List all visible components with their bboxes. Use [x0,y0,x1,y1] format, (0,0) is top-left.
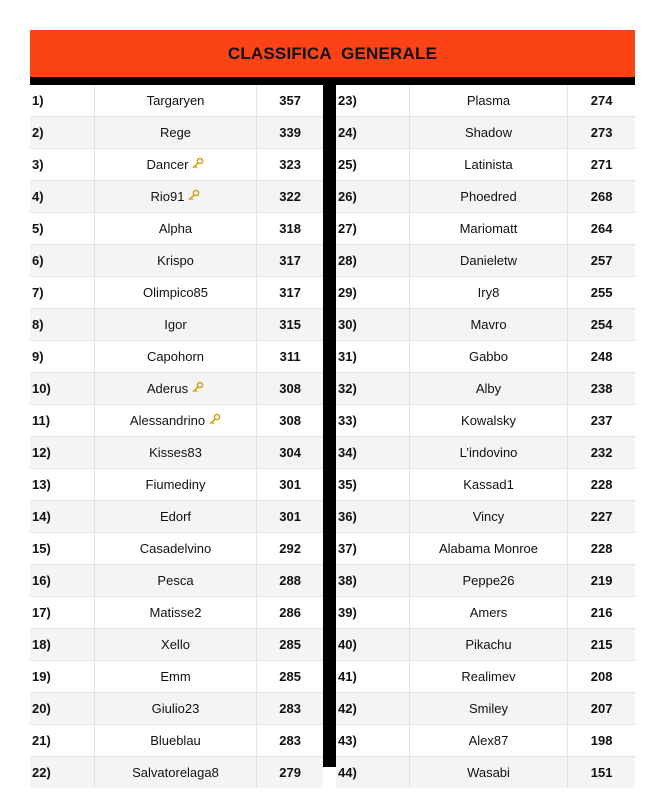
score-cell: 283 [279,701,301,716]
standings-column-right [336,85,635,788]
table-row [30,756,323,788]
table-row [30,276,323,308]
player-name: Alex87 [468,733,509,748]
score-cell: 357 [279,93,301,108]
score-cell: 323 [279,157,301,172]
rank-cell: 11) [30,405,95,436]
table-row [336,180,635,212]
score-cell: 215 [590,637,613,652]
player-name-cell [410,469,568,500]
rank-cell: 36) [336,501,410,532]
player-name: Capohorn [146,349,205,364]
player-name: Iry8 [477,285,500,300]
rank-cell: 27) [336,213,410,244]
score-cell: 301 [279,477,301,492]
table-row [336,340,635,372]
rank-cell: 14) [30,501,95,532]
player-name-cell [410,245,568,276]
score-cell: 198 [590,733,613,748]
rank-cell: 44) [336,757,410,788]
player-name: Wasabi [467,765,510,780]
player-name: Igor [164,317,187,332]
rank-cell: 1) [30,85,95,116]
table-row [336,628,635,660]
player-name-cell [95,341,257,372]
key-icon [209,413,221,428]
player-name-cell [95,149,257,180]
standings-table [30,85,635,780]
score-cell: 237 [590,413,613,428]
key-icon [188,189,200,204]
table-row [336,724,635,756]
table-row [336,500,635,532]
rank-cell: 10) [30,373,95,404]
rank-cell: 2) [30,117,95,148]
player-name: Casadelvino [139,541,212,556]
title-underline [30,77,635,85]
rank-cell: 8) [30,309,95,340]
table-row [336,244,635,276]
rank-cell: 19) [30,661,95,692]
player-name: Alessandrino [129,413,206,428]
player-name: Pesca [157,573,194,588]
rank-cell: 43) [336,725,410,756]
player-name-cell [95,85,257,116]
table-row [30,85,323,116]
rank-cell: 31) [336,341,410,372]
table-row [336,660,635,692]
score-cell: 208 [590,669,613,684]
table-row [336,372,635,404]
rank-cell: 34) [336,437,410,468]
rank-cell: 42) [336,693,410,724]
player-name-cell [95,757,257,788]
player-name-cell [410,725,568,756]
score-cell: 315 [279,317,301,332]
player-name: Alpha [158,221,193,236]
rank-cell: 22) [30,757,95,788]
rank-cell: 30) [336,309,410,340]
rank-cell: 20) [30,693,95,724]
score-cell: 271 [590,157,613,172]
player-name: Phoedred [460,189,517,204]
rank-cell: 5) [30,213,95,244]
score-cell: 318 [279,221,301,236]
player-name-cell [410,85,568,116]
player-name: Emm [160,669,191,684]
rank-cell: 32) [336,373,410,404]
table-row [30,468,323,500]
player-name: Alby [475,381,502,396]
player-name: Plasma [466,93,511,108]
rank-cell: 29) [336,277,410,308]
table-row [30,692,323,724]
player-name: Dancer [146,157,189,172]
key-icon [192,157,204,172]
player-name-cell [410,597,568,628]
standings-column-left [30,85,323,788]
table-row [336,756,635,788]
table-row [336,596,635,628]
score-cell: 228 [590,477,613,492]
player-name: Kisses83 [149,445,202,460]
table-row [30,212,323,244]
rank-cell: 13) [30,469,95,500]
table-row [30,148,323,180]
player-name-cell [95,565,257,596]
player-name: Shadow [465,125,512,140]
rank-cell: 28) [336,245,410,276]
player-name: Gabbo [468,349,509,364]
player-name-cell [95,277,257,308]
table-row [30,116,323,148]
player-name-cell [410,309,568,340]
player-name: Danieletw [459,253,518,268]
player-name-cell [410,565,568,596]
player-name-cell [410,629,568,660]
table-row [30,372,323,404]
rank-cell: 25) [336,149,410,180]
table-row [336,116,635,148]
score-cell: 255 [590,285,613,300]
player-name-cell [410,437,568,468]
rank-cell: 24) [336,117,410,148]
table-row [336,468,635,500]
rank-cell: 39) [336,597,410,628]
player-name-cell [410,373,568,404]
player-name: Amers [469,605,508,620]
rank-cell: 35) [336,469,410,500]
player-name-cell [410,341,568,372]
score-cell: 254 [590,317,613,332]
table-row [336,85,635,116]
score-cell: 257 [590,253,613,268]
player-name: Pikachu [465,637,512,652]
rank-cell: 6) [30,245,95,276]
table-row [30,660,323,692]
player-name: Vincy [472,509,505,524]
rank-cell: 17) [30,597,95,628]
score-cell: 317 [279,285,301,300]
table-row [30,596,323,628]
player-name-cell [410,693,568,724]
player-name: Krispo [157,253,194,268]
table-row [30,404,323,436]
player-name-cell [410,117,568,148]
rank-cell: 23) [336,85,410,116]
player-name: Olimpico85 [142,285,209,300]
player-name-cell [95,309,257,340]
player-name-cell [95,661,257,692]
player-name: Fiumediny [145,477,206,492]
score-cell: 322 [279,189,301,204]
table-row [30,564,323,596]
rank-cell: 26) [336,181,410,212]
score-cell: 285 [279,669,301,684]
score-cell: 207 [590,701,613,716]
table-row [336,532,635,564]
rank-cell: 12) [30,437,95,468]
table-row [336,276,635,308]
table-row [30,340,323,372]
score-cell: 292 [279,541,301,556]
player-name-cell [410,213,568,244]
player-name-cell [95,245,257,276]
score-cell: 339 [279,125,301,140]
player-name-cell [95,725,257,756]
player-name: Kassad1 [463,477,514,492]
table-row [336,564,635,596]
score-cell: 219 [590,573,613,588]
player-name-cell [95,437,257,468]
player-name: Rio91 [150,189,185,204]
table-row [30,436,323,468]
rank-cell: 40) [336,629,410,660]
column-divider [323,85,336,767]
score-cell: 216 [590,605,613,620]
table-row [336,212,635,244]
player-name-cell [410,501,568,532]
player-name-cell [95,213,257,244]
score-cell: 288 [279,573,301,588]
player-name-cell [410,181,568,212]
key-icon [192,381,204,396]
score-cell: 264 [590,221,613,236]
page-title: CLASSIFICA GENERALE [227,43,438,63]
rank-cell: 18) [30,629,95,660]
player-name: Latinista [464,157,513,172]
player-name: Realimev [461,669,516,684]
table-row [336,436,635,468]
player-name-cell [95,597,257,628]
player-name-cell [95,405,257,436]
table-row [30,500,323,532]
player-name: Edorf [159,509,192,524]
player-name-cell [410,277,568,308]
table-row [30,532,323,564]
score-cell: 238 [590,381,613,396]
table-row [336,148,635,180]
rank-cell: 21) [30,725,95,756]
player-name: Blueblau [150,733,201,748]
table-row [30,308,323,340]
rank-cell: 38) [336,565,410,596]
score-cell: 285 [279,637,301,652]
player-name-cell [95,117,257,148]
table-row [336,692,635,724]
rank-cell: 37) [336,533,410,564]
player-name-cell [95,181,257,212]
table-row [30,244,323,276]
player-name: Rege [159,125,192,140]
player-name: Smiley [468,701,508,716]
score-cell: 301 [279,509,301,524]
player-name-cell [95,693,257,724]
player-name: Aderus [146,381,189,396]
player-name-cell [95,373,257,404]
score-cell: 304 [279,445,301,460]
player-name-cell [95,469,257,500]
player-name-cell [410,661,568,692]
player-name: Giulio23 [151,701,200,716]
player-name: Kowalsky [461,413,516,428]
score-cell: 274 [590,93,613,108]
player-name: Xello [161,637,190,652]
score-cell: 317 [279,253,301,268]
player-name-cell [410,533,568,564]
score-cell: 232 [590,445,613,460]
table-row [30,180,323,212]
rank-cell: 41) [336,661,410,692]
rank-cell: 7) [30,277,95,308]
player-name-cell [95,629,257,660]
rank-cell: 4) [30,181,95,212]
player-name: Matisse2 [149,605,202,620]
title-bar [30,30,635,77]
score-cell: 311 [279,349,301,364]
score-cell: 228 [590,541,613,556]
table-row [336,308,635,340]
standings-board [30,30,635,780]
player-name-cell [410,149,568,180]
player-name: Targaryen [146,93,205,108]
player-name-cell [95,501,257,532]
score-cell: 279 [279,765,301,780]
score-cell: 308 [279,413,301,428]
table-row [336,404,635,436]
rank-cell: 33) [336,405,410,436]
score-cell: 283 [279,733,301,748]
player-name-cell [410,405,568,436]
table-row [30,724,323,756]
score-cell: 151 [590,765,613,780]
player-name: L’indovino [459,445,518,460]
score-cell: 273 [590,125,613,140]
score-cell: 286 [279,605,301,620]
rank-cell: 16) [30,565,95,596]
player-name-cell [95,533,257,564]
score-cell: 248 [590,349,613,364]
rank-cell: 15) [30,533,95,564]
player-name: Mariomatt [459,221,518,236]
player-name: Alabama Monroe [439,541,538,556]
score-cell: 308 [279,381,301,396]
player-name: Mavro [470,317,507,332]
score-cell: 227 [590,509,613,524]
rank-cell: 3) [30,149,95,180]
player-name: Salvatorelaga8 [132,765,219,780]
rank-cell: 9) [30,341,95,372]
table-row [30,628,323,660]
player-name-cell [410,757,568,788]
player-name: Peppe26 [462,573,515,588]
score-cell: 268 [590,189,613,204]
